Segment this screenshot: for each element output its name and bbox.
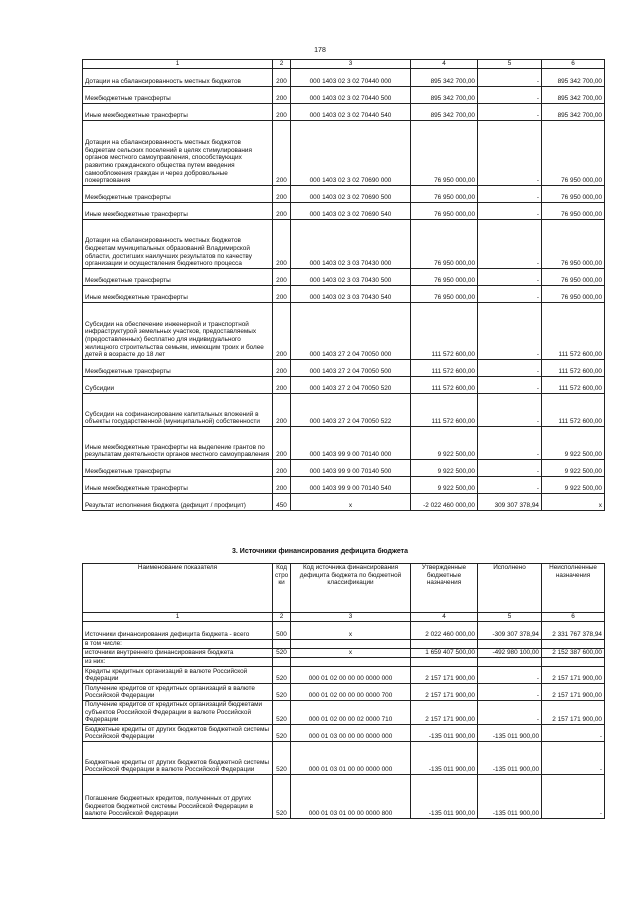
row-approved-cell (411, 640, 478, 649)
row-code-cell: 200 (273, 220, 291, 269)
table-row (83, 640, 605, 649)
row-approved-cell: 1 659 407 500,00 (411, 649, 478, 658)
row-approved-cell: 2 157 171 900,00 (411, 701, 478, 725)
row-name-cell: в том числе: (83, 640, 273, 649)
row-approved-cell (411, 658, 478, 667)
header-cell: Код источника финансирования дефицита бюджета по бюджетной классификации (291, 564, 411, 613)
table-row (83, 460, 605, 477)
row-kbk-cell: x (291, 494, 411, 511)
header-number-cell: 4 (411, 613, 478, 622)
row-remaining-cell: 2 157 171 900,00 (542, 701, 605, 725)
row-name-cell: Межбюджетные трансферты (83, 269, 273, 286)
row-kbk-cell: 000 01 02 00 00 00 0000 000 (291, 667, 411, 684)
row-kbk-cell: 000 1403 02 3 03 70430 540 (291, 286, 411, 303)
row-code-cell: 200 (273, 477, 291, 494)
row-code-cell: 200 (273, 104, 291, 121)
table-row (83, 121, 605, 186)
row-name-cell: Иные межбюджетные трансферты (83, 203, 273, 220)
row-name-cell: Субсидии на софинансирование капитальных вложений в объекты государственной (муниципальной) собственности (83, 394, 273, 427)
row-code-cell: 520 (273, 725, 291, 742)
row-executed-cell (478, 658, 542, 667)
table-row (83, 377, 605, 394)
row-code-cell: 520 (273, 684, 291, 701)
row-kbk-cell: 000 01 03 00 00 00 0000 000 (291, 725, 411, 742)
row-name-cell: Иные межбюджетные трансферты (83, 286, 273, 303)
header-cell: 5 (478, 60, 542, 69)
row-approved-cell: -2 022 460 000,00 (411, 494, 478, 511)
header-number-cell: 1 (83, 613, 273, 622)
row-name-cell: из них: (83, 658, 273, 667)
row-remaining-cell (542, 658, 605, 667)
row-name-cell: Получение кредитов от кредитных организаций в валюте Российской Федерации (83, 684, 273, 701)
row-code-cell: 200 (273, 121, 291, 186)
section-title: 3. Источники финансирования дефицита бюджета (232, 548, 408, 555)
row-name-cell: Дотации на сбалансированность местных бюджетов бюджетам муниципальных образований Владимирской области, достигших наилучших результатов по качеству организации и осуществления бюджетного процесса (83, 220, 273, 269)
row-approved-cell: 76 950 000,00 (411, 286, 478, 303)
row-executed-cell: - (478, 87, 542, 104)
table-row (83, 87, 605, 104)
row-code-cell: 500 (273, 622, 291, 640)
row-code-cell: 450 (273, 494, 291, 511)
row-name-cell: источники внутреннего финансирования бюджета (83, 649, 273, 658)
table-header-row (83, 564, 605, 613)
row-code-cell: 200 (273, 394, 291, 427)
table-row (83, 667, 605, 684)
table-row (83, 427, 605, 460)
row-remaining-cell: 9 922 500,00 (542, 427, 605, 460)
table-header-row (83, 60, 605, 69)
header-cell: Неисполненные назначения (542, 564, 605, 613)
table-row (83, 701, 605, 725)
row-kbk-cell: 000 1403 02 3 03 70430 500 (291, 269, 411, 286)
row-executed-cell: - (478, 69, 542, 87)
header-number-cell: 6 (542, 613, 605, 622)
row-remaining-cell: 76 950 000,00 (542, 269, 605, 286)
row-kbk-cell: 000 1403 02 3 02 70440 540 (291, 104, 411, 121)
row-name-cell: Получение кредитов от кредитных организаций бюджетами субъектов Российской Федерации в валюте Российской Федерации (83, 701, 273, 725)
table-row (83, 725, 605, 742)
row-executed-cell: -135 011 900,00 (478, 725, 542, 742)
row-executed-cell: - (478, 220, 542, 269)
row-name-cell: Дотации на сбалансированность местных бюджетов бюджетам сельских поселений в целях стимулирования органов местного самоуправления, способствующих развитию гражданского общества путем введения самообложения граждан и через добровольные пожертвования (83, 121, 273, 186)
row-kbk-cell: 000 1403 99 9 00 70140 500 (291, 460, 411, 477)
row-remaining-cell: 2 152 387 600,00 (542, 649, 605, 658)
row-approved-cell: 76 950 000,00 (411, 121, 478, 186)
header-cell: 4 (411, 60, 478, 69)
row-kbk-cell: x (291, 622, 411, 640)
row-kbk-cell: x (291, 649, 411, 658)
row-code-cell: 200 (273, 427, 291, 460)
row-remaining-cell: 9 922 500,00 (542, 477, 605, 494)
row-approved-cell: -135 011 900,00 (411, 742, 478, 775)
table-row (83, 622, 605, 640)
row-remaining-cell: 2 157 171 900,00 (542, 667, 605, 684)
row-remaining-cell (542, 640, 605, 649)
row-kbk-cell: 000 1403 99 9 00 70140 000 (291, 427, 411, 460)
row-code-cell: 520 (273, 667, 291, 684)
row-code-cell: 200 (273, 377, 291, 394)
row-kbk-cell: 000 1403 02 3 02 70690 000 (291, 121, 411, 186)
row-kbk-cell (291, 658, 411, 667)
row-name-cell: Иные межбюджетные трансферты на выделение грантов по результатам деятельности органов местного самоуправления (83, 427, 273, 460)
row-kbk-cell: 000 01 03 01 00 00 0000 000 (291, 742, 411, 775)
table-row (83, 104, 605, 121)
table-row (83, 394, 605, 427)
row-remaining-cell: 2 331 767 378,94 (542, 622, 605, 640)
row-executed-cell: - (478, 667, 542, 684)
row-approved-cell: 9 922 500,00 (411, 427, 478, 460)
header-cell: 2 (273, 60, 291, 69)
row-approved-cell: -135 011 900,00 (411, 775, 478, 819)
row-remaining-cell: 76 950 000,00 (542, 286, 605, 303)
row-approved-cell: 9 922 500,00 (411, 477, 478, 494)
row-code-cell: 200 (273, 69, 291, 87)
row-code-cell: 200 (273, 269, 291, 286)
row-kbk-cell: 000 1403 99 9 00 70140 540 (291, 477, 411, 494)
row-kbk-cell: 000 1403 27 2 04 70050 500 (291, 360, 411, 377)
row-code-cell: 520 (273, 701, 291, 725)
row-code-cell: 200 (273, 203, 291, 220)
row-code-cell: 200 (273, 460, 291, 477)
row-remaining-cell: 76 950 000,00 (542, 186, 605, 203)
row-kbk-cell: 000 1403 02 3 02 70440 500 (291, 87, 411, 104)
row-executed-cell: - (478, 460, 542, 477)
row-approved-cell: 76 950 000,00 (411, 203, 478, 220)
row-approved-cell: 2 022 460 000,00 (411, 622, 478, 640)
deficit-financing-table (82, 563, 605, 819)
row-executed-cell: - (478, 477, 542, 494)
row-executed-cell: - (478, 269, 542, 286)
row-code-cell: 520 (273, 775, 291, 819)
row-remaining-cell: 895 342 700,00 (542, 87, 605, 104)
row-approved-cell: 76 950 000,00 (411, 186, 478, 203)
row-kbk-cell: 000 1403 02 3 03 70430 000 (291, 220, 411, 269)
row-kbk-cell: 000 1403 27 2 04 70050 520 (291, 377, 411, 394)
row-executed-cell: 309 307 378,94 (478, 494, 542, 511)
row-approved-cell: 111 572 600,00 (411, 394, 478, 427)
row-name-cell: Погашение бюджетных кредитов, полученных от других бюджетов бюджетной системы Российской Федерации в валюте Российской Федерации (83, 775, 273, 819)
row-name-cell: Бюджетные кредиты от других бюджетов бюджетной системы Российской Федерации (83, 725, 273, 742)
row-executed-cell: - (478, 360, 542, 377)
table-row (83, 203, 605, 220)
header-cell: Код стро ки (273, 564, 291, 613)
table-row (83, 269, 605, 286)
row-remaining-cell: 2 157 171 900,00 (542, 684, 605, 701)
row-name-cell: Результат исполнения бюджета (дефицит / профицит) (83, 494, 273, 511)
row-code-cell (273, 640, 291, 649)
table-row (83, 220, 605, 269)
row-code-cell: 200 (273, 303, 291, 360)
header-cell: 6 (542, 60, 605, 69)
row-name-cell: Кредиты кредитных организаций в валюте Российской Федерации (83, 667, 273, 684)
row-kbk-cell (291, 640, 411, 649)
row-name-cell: Иные межбюджетные трансферты (83, 104, 273, 121)
row-remaining-cell: 895 342 700,00 (542, 104, 605, 121)
row-approved-cell: 111 572 600,00 (411, 303, 478, 360)
row-name-cell: Межбюджетные трансферты (83, 186, 273, 203)
row-name-cell: Субсидии на обеспечение инженерной и транспортной инфраструктурой земельных участков, предоставляемых (предоставленных) бесплатно для индивидуального жилищного строительства семьям, имеющим троих и более детей в возрасте до 18 лет (83, 303, 273, 360)
row-executed-cell: - (478, 203, 542, 220)
row-executed-cell: - (478, 121, 542, 186)
row-kbk-cell: 000 01 02 00 00 00 0000 700 (291, 684, 411, 701)
table-row (83, 494, 605, 511)
row-approved-cell: 111 572 600,00 (411, 360, 478, 377)
row-executed-cell: - (478, 394, 542, 427)
row-name-cell: Межбюджетные трансферты (83, 360, 273, 377)
table-row (83, 360, 605, 377)
table-row (83, 477, 605, 494)
row-remaining-cell: 111 572 600,00 (542, 360, 605, 377)
row-name-cell: Межбюджетные трансферты (83, 87, 273, 104)
row-code-cell: 520 (273, 649, 291, 658)
row-code-cell: 200 (273, 286, 291, 303)
row-approved-cell: 895 342 700,00 (411, 104, 478, 121)
table-row (83, 286, 605, 303)
table-row (83, 658, 605, 667)
header-number-cell: 3 (291, 613, 411, 622)
row-kbk-cell: 000 1403 02 3 02 70690 500 (291, 186, 411, 203)
row-code-cell (273, 658, 291, 667)
header-cell: Наименование показателя (83, 564, 273, 613)
table-row (83, 186, 605, 203)
row-executed-cell: - (478, 427, 542, 460)
row-approved-cell: 76 950 000,00 (411, 269, 478, 286)
row-kbk-cell: 000 01 02 00 00 02 0000 710 (291, 701, 411, 725)
row-approved-cell: 9 922 500,00 (411, 460, 478, 477)
row-kbk-cell: 000 1403 02 3 02 70690 540 (291, 203, 411, 220)
row-name-cell: Субсидии (83, 377, 273, 394)
row-name-cell: Межбюджетные трансферты (83, 460, 273, 477)
table-row (83, 684, 605, 701)
row-remaining-cell: - (542, 775, 605, 819)
row-approved-cell: 2 157 171 900,00 (411, 667, 478, 684)
row-executed-cell: - (478, 186, 542, 203)
row-kbk-cell: 000 1403 02 3 02 70440 000 (291, 69, 411, 87)
row-remaining-cell: - (542, 742, 605, 775)
row-kbk-cell: 000 1403 27 2 04 70050 000 (291, 303, 411, 360)
row-remaining-cell: 76 950 000,00 (542, 121, 605, 186)
row-executed-cell: -135 011 900,00 (478, 742, 542, 775)
row-name-cell: Бюджетные кредиты от других бюджетов бюджетной системы Российской Федерации в валюте Российской Федерации (83, 742, 273, 775)
row-executed-cell: - (478, 684, 542, 701)
row-executed-cell: - (478, 303, 542, 360)
row-executed-cell: - (478, 286, 542, 303)
row-code-cell: 200 (273, 87, 291, 104)
table-row (83, 69, 605, 87)
row-name-cell: Иные межбюджетные трансферты (83, 477, 273, 494)
row-remaining-cell: 895 342 700,00 (542, 69, 605, 87)
row-approved-cell: -135 011 900,00 (411, 725, 478, 742)
table-row (83, 742, 605, 775)
row-code-cell: 200 (273, 360, 291, 377)
table-row (83, 649, 605, 658)
row-executed-cell: - (478, 104, 542, 121)
header-cell: Исполнено (478, 564, 542, 613)
row-approved-cell: 895 342 700,00 (411, 69, 478, 87)
header-number-cell: 2 (273, 613, 291, 622)
row-code-cell: 520 (273, 742, 291, 775)
row-kbk-cell: 000 1403 27 2 04 70050 522 (291, 394, 411, 427)
row-remaining-cell: 111 572 600,00 (542, 303, 605, 360)
row-remaining-cell: 9 922 500,00 (542, 460, 605, 477)
row-executed-cell (478, 640, 542, 649)
header-number-cell: 5 (478, 613, 542, 622)
row-approved-cell: 111 572 600,00 (411, 377, 478, 394)
budget-expenditures-table (82, 59, 605, 511)
row-remaining-cell: - (542, 725, 605, 742)
page-number: 178 (314, 47, 326, 54)
row-executed-cell: -309 307 378,94 (478, 622, 542, 640)
row-approved-cell: 76 950 000,00 (411, 220, 478, 269)
row-remaining-cell: 111 572 600,00 (542, 377, 605, 394)
row-approved-cell: 895 342 700,00 (411, 87, 478, 104)
row-name-cell: Источники финансирования дефицита бюджета - всего (83, 622, 273, 640)
table-row (83, 775, 605, 819)
row-remaining-cell: 76 950 000,00 (542, 220, 605, 269)
header-cell: Утвержденные бюджетные назначения (411, 564, 478, 613)
row-approved-cell: 2 157 171 900,00 (411, 684, 478, 701)
table-row (83, 303, 605, 360)
row-remaining-cell: 76 950 000,00 (542, 203, 605, 220)
row-code-cell: 200 (273, 186, 291, 203)
row-executed-cell: - (478, 377, 542, 394)
row-remaining-cell: x (542, 494, 605, 511)
row-kbk-cell: 000 01 03 01 00 00 0000 800 (291, 775, 411, 819)
row-name-cell: Дотации на сбалансированность местных бюджетов (83, 69, 273, 87)
row-executed-cell: -135 011 900,00 (478, 775, 542, 819)
header-cell: 1 (83, 60, 273, 69)
row-executed-cell: - (478, 701, 542, 725)
row-executed-cell: -492 980 100,00 (478, 649, 542, 658)
row-remaining-cell: 111 572 600,00 (542, 394, 605, 427)
table-header-number-row (83, 613, 605, 622)
header-cell: 3 (291, 60, 411, 69)
